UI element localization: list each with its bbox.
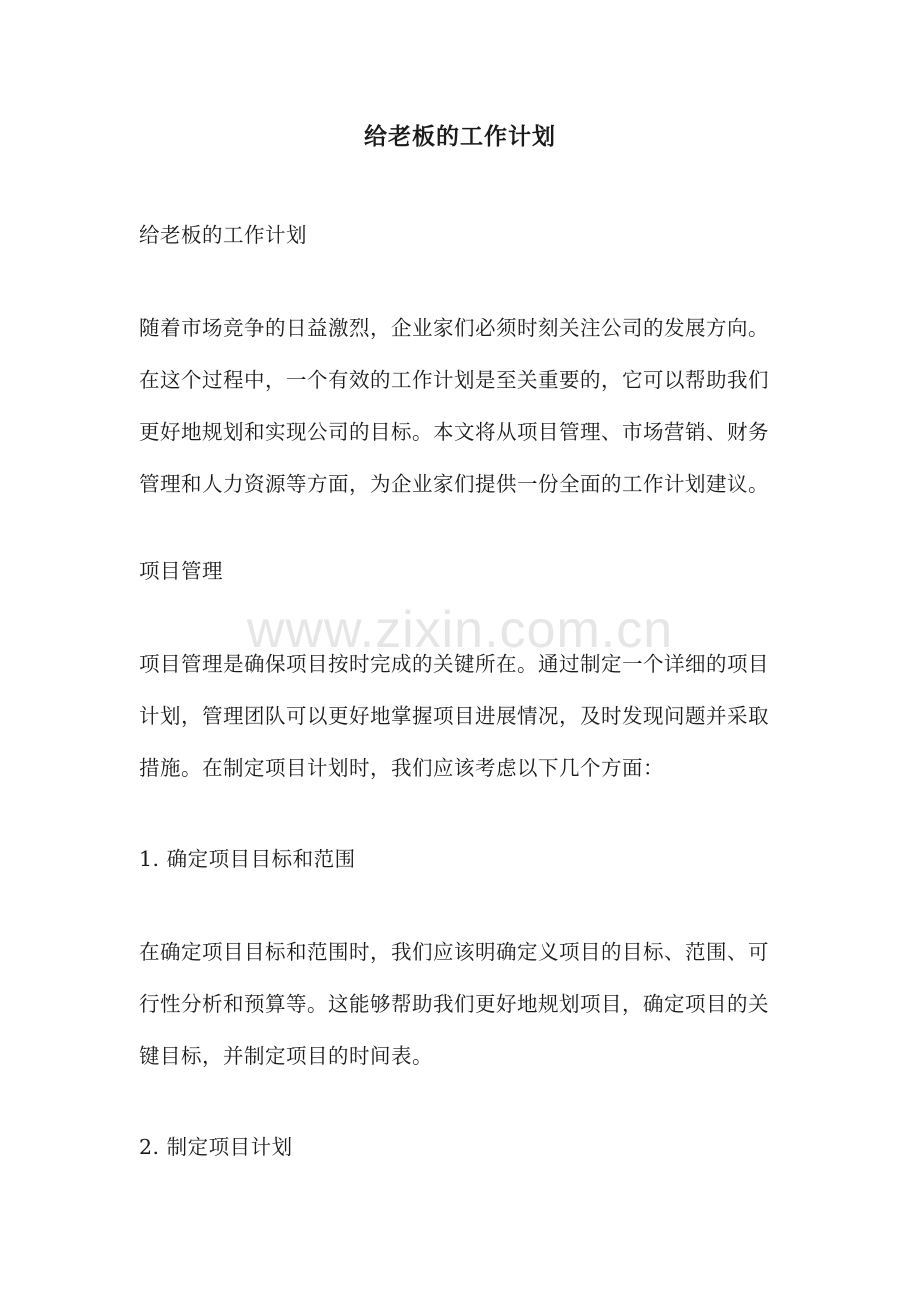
paragraph-line: 更好地规划和实现公司的目标。本文将从项目管理、市场营销、财务 (139, 420, 769, 444)
item-1-paragraph (139, 934, 811, 1074)
section-paragraph (139, 646, 811, 786)
intro-paragraph (139, 310, 811, 502)
paragraph-line: 随着市场竞争的日益激烈，企业家们必须时刻关注公司的发展方向。 (139, 316, 769, 340)
paragraph-line: 键目标，并制定项目的时间表。 (139, 1044, 433, 1068)
paragraph-line: 在这个过程中，一个有效的工作计划是至关重要的，它可以帮助我们 (139, 368, 769, 392)
subtitle (139, 217, 811, 253)
paragraph-line: 行性分析和预算等。这能够帮助我们更好地规划项目，确定项目的关 (139, 992, 769, 1016)
paragraph-line: 在确定项目目标和范围时，我们应该明确定义项目的目标、范围、可 (139, 940, 769, 964)
paragraph-line: 计划，管理团队可以更好地掌握项目进展情况，及时发现问题并采取 (139, 704, 769, 728)
watermark: www.zixin.com.cn (246, 601, 674, 659)
item-1-heading (139, 841, 811, 877)
document-title: 给老板的工作计划 (364, 123, 556, 150)
section-heading (139, 553, 811, 589)
paragraph-line: 项目管理是确保项目按时完成的关键所在。通过制定一个详细的项目 (139, 652, 769, 676)
subtitle-text: 给老板的工作计划 (139, 223, 307, 247)
item-heading-text: 1. 确定项目目标和范围 (139, 847, 356, 871)
item-2-heading (139, 1129, 811, 1165)
paragraph-line: 管理和人力资源等方面，为企业家们提供一份全面的工作计划建议。 (139, 472, 769, 496)
paragraph-line: 措施。在制定项目计划时，我们应该考虑以下几个方面： (139, 756, 664, 780)
item-heading-text: 2. 制定项目计划 (139, 1135, 293, 1159)
section-heading-text: 项目管理 (139, 559, 223, 583)
